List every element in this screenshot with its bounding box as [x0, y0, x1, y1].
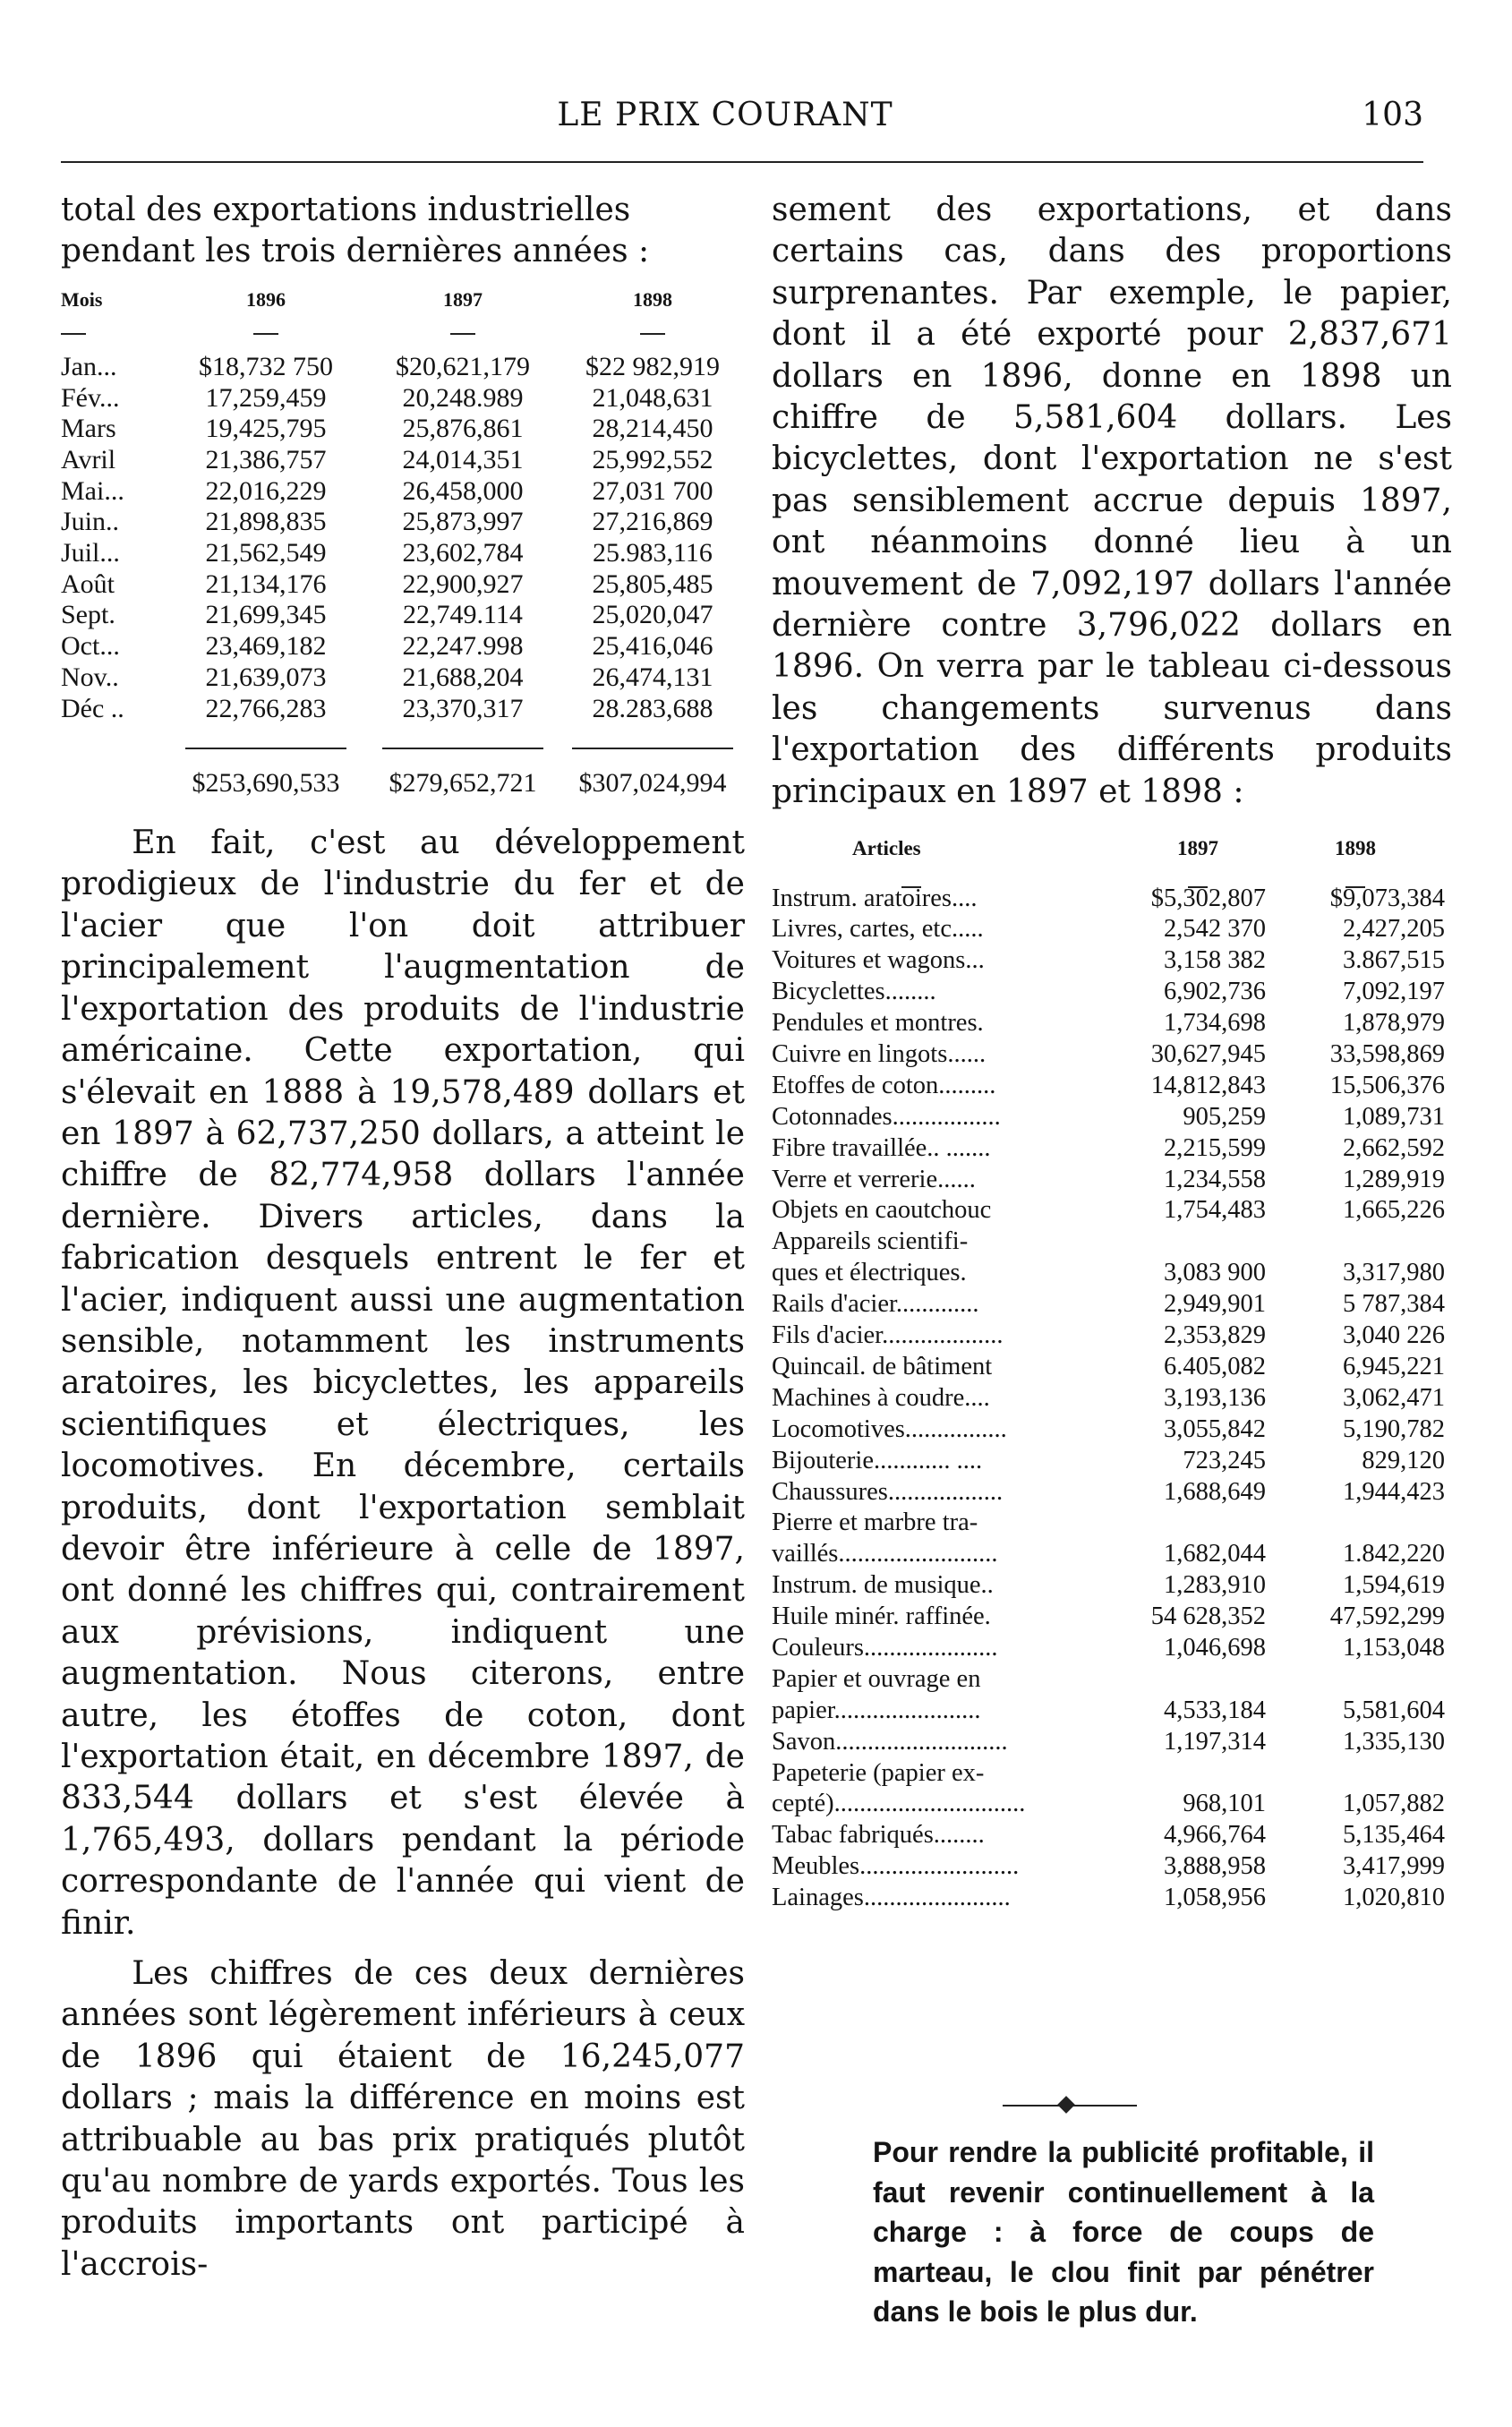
advertising-notice: Pour rendre la publicité profitable, il faut revenir continuellement à la charge : à force de coups de marteau, le clou finit par pénétrer dans le bois le plus dur.: [873, 2136, 1374, 2328]
body-paragraph: Les chiffres de ces deux dernières années sont légèrement inférieurs à ceux de 1896 qui étaient de 16,245,077 dollars ; mais la différence en moins est attribuable au bas prix pratiqués plutôt qu'au nombre de yards exportés. Tous les produits importants ont participé à l'accrois-: [61, 1955, 745, 2283]
value-1896: 21,562,549: [205, 538, 327, 568]
article-name: papier.......................: [772, 1696, 981, 1724]
month-cell: Jan...: [61, 351, 117, 381]
header-articles: Articles: [852, 836, 921, 859]
article-name: Instrum. de musique..: [772, 1571, 994, 1600]
article-name: Tabac fabriqués........: [772, 1821, 985, 1850]
value-1897: 1,283,910: [1164, 1571, 1266, 1600]
page-number: 103: [1362, 97, 1423, 133]
value-1897: 723,245: [1183, 1446, 1266, 1474]
header-rule: [61, 161, 1423, 163]
month-cell: Juin..: [61, 507, 120, 537]
value-1898: 2,427,205: [1343, 915, 1445, 944]
value-1898: 3.867,515: [1343, 946, 1445, 975]
article-name: Instrum. aratoires....: [772, 884, 978, 912]
exports-table-header: [61, 284, 745, 316]
month-cell: Déc ..: [61, 693, 124, 723]
value-1898: 5,190,782: [1343, 1414, 1445, 1443]
article-name: Bicyclettes........: [772, 978, 936, 1006]
value-1898: 5,135,464: [1343, 1821, 1445, 1850]
running-header-title: LE PRIX COURANT: [557, 97, 893, 133]
value-1897: 3,083 900: [1164, 1259, 1266, 1287]
value-1898: 7,092,197: [1343, 978, 1445, 1006]
value-1896: 23,469,182: [205, 631, 327, 662]
article-name: Cotonnades.................: [772, 1102, 1001, 1131]
article-name: Chaussures..................: [772, 1477, 1004, 1506]
article-name: Huile minér. raffinée.: [772, 1602, 991, 1631]
article-name: Fils d'acier...................: [772, 1321, 1004, 1350]
value-1897: 1,682,044: [1164, 1540, 1266, 1568]
value-1897: 1,754,483: [1164, 1196, 1266, 1225]
value-1896: 21,639,073: [205, 662, 327, 692]
value-1897: 4,533,184: [1164, 1696, 1266, 1724]
month-cell: Oct...: [61, 631, 120, 662]
articles-table: [772, 831, 1452, 1919]
total-rules: [61, 733, 745, 764]
month-cell: Mars: [61, 414, 116, 444]
value-1897: 21,688,204: [402, 662, 524, 692]
value-1898: 21,048,631: [592, 382, 713, 413]
value-1897: 22,749.114: [403, 600, 523, 630]
value-1897: 2,542 370: [1164, 915, 1266, 944]
value-1898: 1,020,810: [1343, 1884, 1445, 1912]
value-1898: 27,031 700: [592, 475, 713, 506]
value-1896: 17,259,459: [205, 382, 327, 413]
article-name: Verre et verrerie......: [772, 1165, 976, 1193]
value-1898: 25,020,047: [592, 600, 713, 630]
article-name: Couleurs.....................: [772, 1633, 998, 1662]
value-1898: 28.283,688: [592, 693, 713, 723]
article-name: Machines à coudre....: [772, 1383, 990, 1412]
value-1897: 6,902,736: [1164, 978, 1266, 1006]
value-1898: 1,878,979: [1343, 1009, 1445, 1038]
header-1897: 1897: [1177, 836, 1218, 859]
value-1896: 21,699,345: [205, 600, 327, 630]
exports-total-row: [61, 764, 745, 803]
value-1898: 2,662,592: [1343, 1133, 1445, 1162]
article-name: Meubles.........................: [772, 1852, 1020, 1881]
value-1897: 25,876,861: [402, 414, 524, 444]
header-1897: 1897: [443, 287, 483, 311]
body-paragraph: En fait, c'est au développement prodigieux de l'industrie du fer et de l'acier que l'on doit attribuer principalement l'augmentation de l'exportation des produits de l'industrie américaine. Cette exportation, qui s'élevait en 1888 à 19,578,489 dollars et en 1897 à 62,737,250 dollars, a atteint le chiffre de 82,774,958 dollars l'année dernière. Divers articles, dans la fabrication desquels entrent le fer et l'acier, indiquent aussi une augmentation sensible, notamment les instruments aratoires, les bicyclettes, les appareils scientifiques et électriques, les locomotives. En décembre, certails produits, dont l'exportation semblait devoir être inférieure à celle de 1897, ont donné les chiffres qui, contrairement aux prévisions, indiquent une augmentation. Nous citerons, entre autre, les étoffes de coton, dont l'exportation était, en décembre 1897, de 833,544 dollars et s'est élevée à 1,765,493, dollars pendant la période correspondante de l'année qui vient de finir.: [61, 825, 745, 1942]
article-name: Bijouterie............ ....: [772, 1446, 983, 1474]
value-1897: 3,193,136: [1164, 1383, 1266, 1412]
value-1896: 22,016,229: [205, 475, 327, 506]
value-1898: $22 982,919: [585, 351, 720, 381]
value-1897: 3,158 382: [1164, 946, 1266, 975]
value-1897: 905,259: [1183, 1102, 1266, 1131]
article-name: Pendules et montres.: [772, 1009, 984, 1038]
value-1897: 25,873,997: [402, 507, 524, 537]
value-1897: 2,353,829: [1164, 1321, 1266, 1350]
article-name: Papier et ouvrage en: [772, 1664, 981, 1693]
article-name: ques et électriques.: [772, 1259, 967, 1287]
article-name: Savon...........................: [772, 1727, 1008, 1756]
total-1898: $307,024,994: [578, 767, 727, 798]
article-name: Livres, cartes, etc.....: [772, 915, 984, 944]
article-name: Lainages.......................: [772, 1884, 1011, 1912]
value-1897: 23,370,317: [402, 693, 524, 723]
value-1898: 3,317,980: [1343, 1259, 1445, 1287]
total-1897: $279,652,721: [389, 767, 537, 798]
value-1898: $9,073,384: [1329, 884, 1445, 912]
month-cell: Juil...: [61, 538, 120, 568]
article-name: cepté)..............................: [772, 1790, 1026, 1818]
value-1897: 22,247.998: [402, 631, 524, 662]
value-1897: 4,966,764: [1164, 1821, 1266, 1850]
value-1898: 28,214,450: [592, 414, 713, 444]
article-name: Etoffes de coton.........: [772, 1071, 996, 1099]
value-1897: 20,248.989: [402, 382, 524, 413]
value-1897: 26,458,000: [402, 475, 524, 506]
diamond-icon: [1057, 2096, 1075, 2114]
article-name: Fibre travaillée.. .......: [772, 1133, 991, 1162]
value-1898: 1,594,619: [1343, 1571, 1445, 1600]
value-1897: 2,215,599: [1164, 1133, 1266, 1162]
value-1897: 1,197,314: [1164, 1727, 1266, 1756]
article-name: Rails d'acier.............: [772, 1290, 979, 1319]
value-1897: 30,627,945: [1150, 1040, 1266, 1069]
value-1897: $20,621,179: [396, 351, 530, 381]
value-1898: 829,120: [1362, 1446, 1445, 1474]
total-1896: $253,690,533: [192, 767, 340, 798]
value-1898: 1,335,130: [1343, 1727, 1445, 1756]
month-cell: Mai...: [61, 475, 124, 506]
value-1898: 1,153,048: [1343, 1633, 1445, 1662]
value-1897: 968,101: [1183, 1790, 1266, 1818]
value-1896: $18,732 750: [199, 351, 333, 381]
value-1898: 5 787,384: [1343, 1290, 1445, 1319]
month-cell: Avril: [61, 445, 116, 475]
article-name: Locomotives................: [772, 1414, 1007, 1443]
value-1898: 1,665,226: [1343, 1196, 1445, 1225]
value-1896: 21,134,176: [205, 568, 327, 599]
value-1896: 21,386,757: [205, 445, 327, 475]
header-1898: 1898: [633, 287, 672, 311]
value-1896: 22,766,283: [205, 693, 327, 723]
value-1897: 3,888,958: [1164, 1852, 1266, 1881]
article-name: Appareils scientifi-: [772, 1227, 969, 1256]
value-1898: 33,598,869: [1329, 1040, 1445, 1069]
value-1897: $5,302,807: [1150, 884, 1266, 912]
value-1898: 15,506,376: [1329, 1071, 1445, 1099]
value-1897: 1,046,698: [1164, 1633, 1266, 1662]
value-1897: 24,014,351: [402, 445, 524, 475]
value-1897: 2,949,901: [1164, 1290, 1266, 1319]
value-1896: 19,425,795: [205, 414, 327, 444]
exports-table: [61, 284, 745, 803]
exports-table-body: [61, 352, 745, 724]
left-column: [61, 190, 745, 2286]
value-1898: 26,474,131: [592, 662, 713, 692]
article-name: Quincail. de bâtiment: [772, 1352, 993, 1380]
value-1897: 14,812,843: [1150, 1071, 1266, 1099]
articles-table-body: [772, 884, 1452, 1919]
table-row: [61, 693, 745, 724]
month-cell: Fév...: [61, 382, 120, 413]
value-1897: 54 628,352: [1150, 1602, 1266, 1631]
header-mois: Mois: [61, 287, 103, 311]
article-name: Pierre et marbre tra-: [772, 1508, 978, 1537]
value-1897: 1,688,649: [1164, 1477, 1266, 1506]
header-1898: 1898: [1335, 836, 1376, 859]
ornament-divider: [1003, 2097, 1137, 2115]
value-1898: 1,289,919: [1343, 1165, 1445, 1193]
value-1898: 1.842,220: [1343, 1540, 1445, 1568]
intro-line: total des exportations industrielles: [61, 192, 631, 228]
value-1898: 47,592,299: [1329, 1602, 1445, 1631]
article-name: Papeterie (papier ex-: [772, 1758, 985, 1787]
table-row: [772, 1884, 1452, 1919]
header-1896: 1896: [246, 287, 286, 311]
value-1897: 1,734,698: [1164, 1009, 1266, 1038]
value-1898: 3,062,471: [1343, 1383, 1445, 1412]
value-1898: 5,581,604: [1343, 1696, 1445, 1724]
value-1898: 25,805,485: [592, 568, 713, 599]
value-1898: 1,944,423: [1343, 1477, 1445, 1506]
value-1897: 6.405,082: [1164, 1352, 1266, 1380]
right-column: [772, 190, 1452, 1919]
value-1898: 6,945,221: [1343, 1352, 1445, 1380]
value-1897: 22,900,927: [402, 568, 524, 599]
value-1897: 1,058,956: [1164, 1884, 1266, 1912]
value-1898: 3,040 226: [1343, 1321, 1445, 1350]
article-name: Objets en caoutchouc: [772, 1196, 992, 1225]
intro-line: pendant les trois dernières années :: [61, 233, 650, 270]
article-name: Cuivre en lingots......: [772, 1040, 987, 1069]
value-1898: 27,216,869: [592, 507, 713, 537]
value-1898: 25,416,046: [592, 631, 713, 662]
article-name: Voitures et wagons...: [772, 946, 985, 975]
month-cell: Août: [61, 568, 115, 599]
article-name: vaillés.........................: [772, 1540, 998, 1568]
value-1898: 25.983,116: [593, 538, 713, 568]
month-cell: Nov..: [61, 662, 119, 692]
value-1898: 1,057,882: [1343, 1790, 1445, 1818]
value-1897: 3,055,842: [1164, 1414, 1266, 1443]
value-1897: 1,234,558: [1164, 1165, 1266, 1193]
value-1896: 21,898,835: [205, 507, 327, 537]
value-1897: 23,602,784: [402, 538, 524, 568]
value-1898: 1,089,731: [1343, 1102, 1445, 1131]
body-paragraph: sement des exportations, et dans certains cas, dans des proportions surprenantes. Par exemple, le papier, dont il a été exporté pour 2,837,671 dollars en 1896, donne en 1898 un chiffre de 5,581,604 dollars. Les bicyclettes, dont l'exportation ne s'est pas sensiblement accrue depuis 1897, ont néanmoins donné lieu à un mouvement de 7,092,197 dollars l'année dernière contre 3,796,022 dollars en 1896. On verra par le tableau ci-dessous les changements survenus dans l'exportation des différents produits principaux en 1897 et 1898 :: [772, 192, 1452, 810]
value-1898: 3,417,999: [1343, 1852, 1445, 1881]
month-cell: Sept.: [61, 600, 115, 630]
value-1898: 25,992,552: [592, 445, 713, 475]
